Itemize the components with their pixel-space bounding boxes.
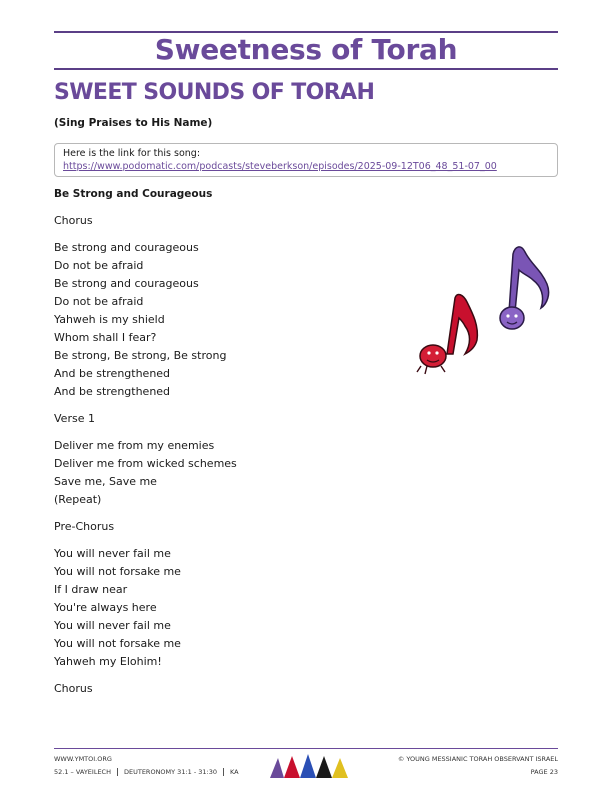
song-link[interactable]: https://www.podomatic.com/podcasts/steveberkson/episodes/2025-09-12T06_48_51-07_00 <box>63 161 497 172</box>
lyric-line: Do not be afraid <box>54 295 144 308</box>
lyric-line: Save me, Save me <box>54 475 157 488</box>
lyric-line: Deliver me from wicked schemes <box>54 457 237 470</box>
footer-parasha: 52.1 – VAYEILECH <box>54 768 111 776</box>
section-subtitle: (Sing Praises to His Name) <box>54 117 213 129</box>
section-label: Chorus <box>54 214 93 227</box>
section-label: Verse 1 <box>54 412 95 425</box>
lyrics-section <box>54 437 384 509</box>
footer-age: KA <box>230 768 239 776</box>
footer-reference <box>54 768 239 776</box>
footer-site: WWW.YMTOI.ORG <box>54 755 112 763</box>
header-bottom-rule <box>54 68 558 70</box>
song-link-box <box>54 143 558 177</box>
music-note-red-icon <box>417 295 477 374</box>
lyric-line: And be strengthened <box>54 385 171 398</box>
footer-divider <box>117 768 118 776</box>
lyric-line: Deliver me from my enemies <box>54 439 215 452</box>
lyric-line: You will never fail me <box>54 547 171 560</box>
music-notes-illustration <box>405 240 565 380</box>
section-label: Chorus <box>54 682 93 695</box>
lyric-line: Do not be afraid <box>54 259 144 272</box>
lyric-line: You will never fail me <box>54 619 171 632</box>
lyric-line: Yahweh is my shield <box>54 313 165 326</box>
lyric-line: (Repeat) <box>54 493 102 506</box>
footer-page-number: PAGE 23 <box>530 768 558 776</box>
link-label: Here is the link for this song: <box>63 148 201 159</box>
lyric-line: You're always here <box>54 601 157 614</box>
lyric-line: Be strong and courageous <box>54 241 199 254</box>
lyric-line: You will not forsake me <box>54 637 181 650</box>
lyric-line: Yahweh my Elohim! <box>54 655 162 668</box>
lyrics-section <box>54 545 384 671</box>
lyrics-section <box>54 518 384 536</box>
footer-scripture: DEUTERONOMY 31:1 - 31:30 <box>123 768 217 776</box>
music-note-purple-icon <box>500 247 549 329</box>
lyric-line: If I draw near <box>54 583 128 596</box>
lyrics-section <box>54 680 384 698</box>
lyric-line: You will not forsake me <box>54 565 181 578</box>
song-title: Be Strong and Courageous <box>54 188 213 200</box>
lyrics-section <box>54 212 384 230</box>
page-title: Sweetness of Torah <box>154 33 458 66</box>
footer-divider <box>223 768 224 776</box>
lyric-line: Whom shall I fear? <box>54 331 157 344</box>
footer-copyright: © YOUNG MESSIANIC TORAH OBSERVANT ISRAEL <box>397 755 558 763</box>
lyrics-section <box>54 410 384 428</box>
lyric-line: Be strong and courageous <box>54 277 199 290</box>
lyric-line: And be strengthened <box>54 367 171 380</box>
section-label: Pre-Chorus <box>54 520 115 533</box>
lyric-line: Be strong, Be strong, Be strong <box>54 349 227 362</box>
ymtoi-logo <box>268 752 350 780</box>
lyrics-section <box>54 239 384 401</box>
section-title: SWEET SOUNDS OF TORAH <box>54 80 375 105</box>
footer-rule <box>54 748 558 749</box>
lyrics <box>54 212 384 707</box>
